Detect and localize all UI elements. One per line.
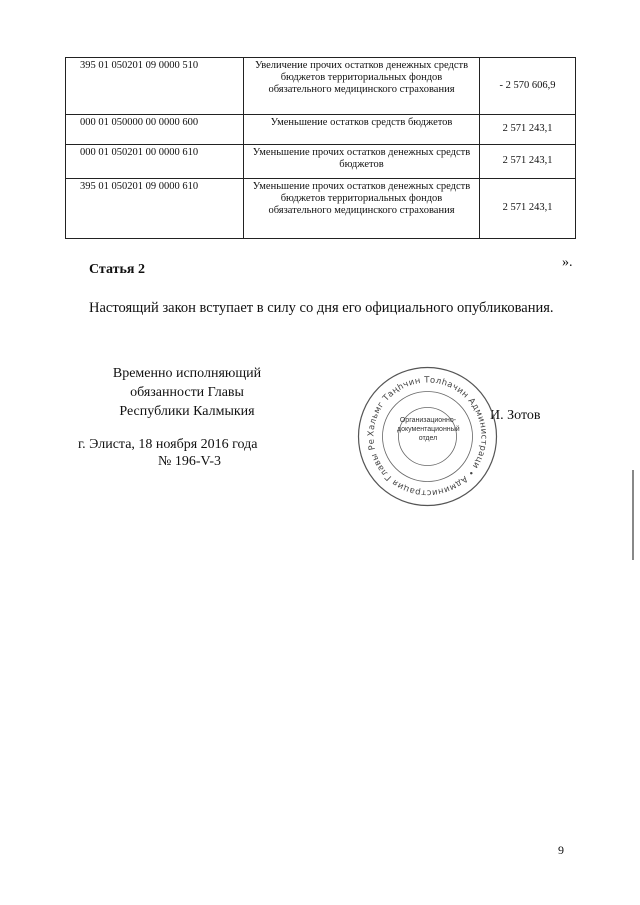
- seal-outer-text: Хальмг Таңһчин Толһачин Администраци • Администрация Главы Ре: [366, 375, 489, 498]
- budget-code-cell: 395 01 050201 09 0000 510: [66, 58, 244, 115]
- budget-code-cell: 395 01 050201 09 0000 610: [66, 179, 244, 239]
- seal-inner-text: Организационно-документационный отдел: [397, 417, 460, 442]
- article-text: Настоящий закон вступает в силу со дня его официального опубликования.: [89, 300, 554, 316]
- budget-name-cell: Уменьшение остатков средств бюджетов: [244, 115, 480, 145]
- budget-name-cell: Уменьшение прочих остатков денежных средств бюджетов территориальных фондов обязательного медицинского страхования: [244, 179, 480, 239]
- closing-quote: ».: [562, 255, 573, 270]
- page-number: 9: [558, 843, 564, 857]
- position-line: обязанности Главы: [130, 385, 244, 400]
- table-row: [66, 115, 576, 145]
- budget-amount-cell: 2 571 243,1: [480, 115, 576, 145]
- official-seal: [355, 364, 500, 509]
- signer-name: И. Зотов: [490, 408, 541, 423]
- budget-amount-cell: 2 571 243,1: [480, 179, 576, 239]
- table-row: [66, 179, 576, 239]
- article-title: Статья 2: [89, 262, 145, 277]
- budget-amount-cell: - 2 570 606,9: [480, 58, 576, 115]
- table-row: [66, 58, 576, 115]
- scan-edge-line: [632, 470, 634, 560]
- place-and-date: г. Элиста, 18 ноября 2016 года: [78, 437, 258, 452]
- budget-name-cell: Увеличение прочих остатков денежных средств бюджетов территориальных фондов обязательного медицинского страхования: [244, 58, 480, 115]
- table-row: [66, 145, 576, 179]
- budget-name-cell: Уменьшение прочих остатков денежных средств бюджетов: [244, 145, 480, 179]
- budget-code-cell: 000 01 050201 00 0000 610: [66, 145, 244, 179]
- law-number: № 196-V-3: [158, 454, 222, 469]
- budget-amount-cell: 2 571 243,1: [480, 145, 576, 179]
- signatory-position: [72, 364, 302, 421]
- position-line: Временно исполняющий: [112, 366, 262, 381]
- budget-code-cell: 000 01 050000 00 0000 600: [66, 115, 244, 145]
- budget-sources-table: [65, 57, 576, 239]
- position-line: Республики Калмыкия: [119, 404, 255, 419]
